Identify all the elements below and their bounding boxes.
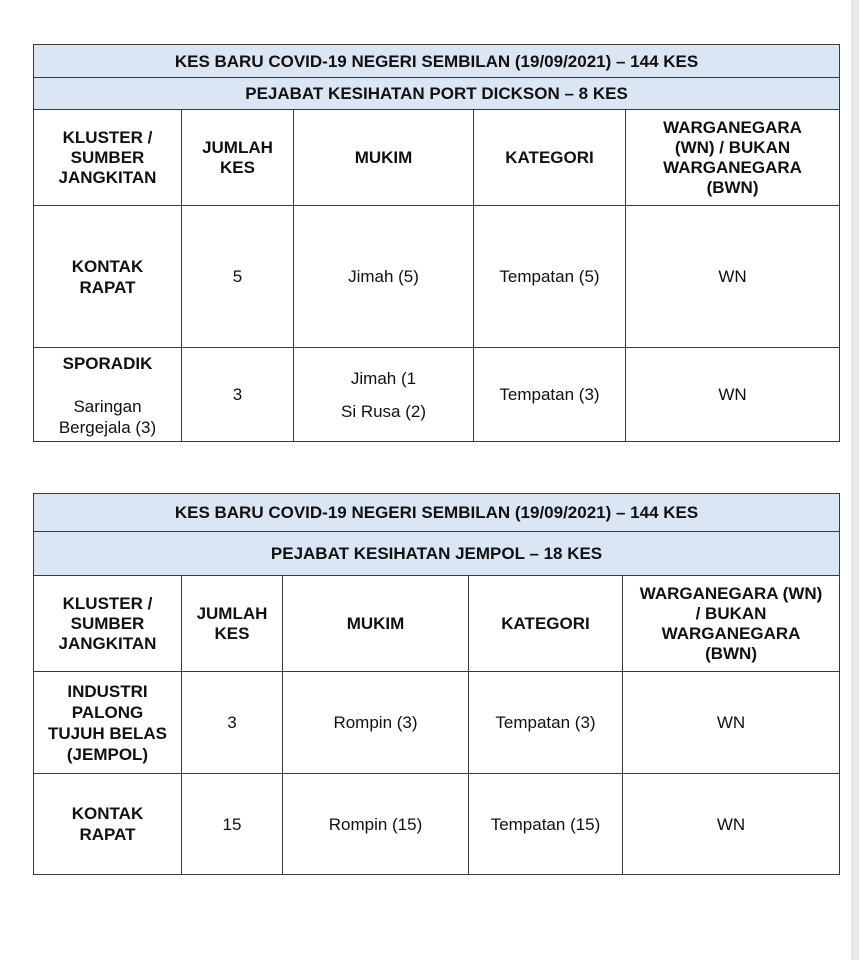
- header-warga-line: (WN) / BUKAN: [674, 137, 791, 157]
- cell-mukim-line: Jimah (1: [350, 368, 417, 388]
- cell-kluster: [34, 348, 182, 442]
- table-row: [34, 672, 840, 774]
- header-jumlah-line: JUMLAH: [202, 137, 273, 157]
- header-warga: [626, 110, 840, 206]
- header-jumlah: [182, 110, 294, 206]
- cell-kluster: [34, 774, 182, 875]
- cell-kluster-line: (JEMPOL): [66, 744, 149, 764]
- header-warga-line: (BWN): [705, 643, 757, 663]
- header-warga-line: / BUKAN: [695, 603, 767, 623]
- header-kategori: KATEGORI: [469, 576, 623, 672]
- header-kluster: [34, 110, 182, 206]
- cell-kategori: Tempatan (15): [469, 774, 623, 875]
- cell-kluster-line: INDUSTRI: [67, 681, 148, 701]
- cell-kluster-sub: Bergejala (3): [58, 418, 157, 437]
- header-kluster-line: JANGKITAN: [58, 633, 157, 653]
- cell-jumlah: 5: [182, 206, 294, 348]
- cell-kategori: Tempatan (3): [469, 672, 623, 774]
- table-row: [34, 206, 840, 348]
- page-right-edge: [851, 0, 859, 960]
- table-row: [34, 348, 840, 442]
- office-row: [34, 78, 840, 110]
- header-jumlah: [182, 576, 283, 672]
- cell-mukim: Rompin (15): [283, 774, 469, 875]
- header-jumlah-line: JUMLAH: [196, 603, 268, 623]
- cell-kluster-line: KONTAK: [71, 256, 144, 276]
- header-kluster-line: JANGKITAN: [58, 167, 157, 187]
- header-kluster-line: KLUSTER /: [62, 593, 153, 613]
- cell-kluster-line: KONTAK: [71, 804, 144, 823]
- header-warga: [623, 576, 840, 672]
- header-mukim: MUKIM: [283, 576, 469, 672]
- header-row: [34, 576, 840, 672]
- office-row: [34, 532, 840, 576]
- header-jumlah-line: KES: [220, 157, 255, 177]
- cell-warga: WN: [623, 672, 840, 774]
- cell-warga: WN: [623, 774, 840, 875]
- cell-kluster-title: SPORADIK: [62, 354, 153, 373]
- header-jumlah-line: KES: [214, 623, 250, 643]
- header-kluster: [34, 576, 182, 672]
- cell-kategori: Tempatan (5): [474, 206, 626, 348]
- table-row: [34, 774, 840, 875]
- office-title: PEJABAT KESIHATAN PORT DICKSON – 8 KES: [34, 78, 840, 110]
- header-warga-line: WARGANEGARA: [661, 623, 801, 643]
- header-warga-line: WARGANEGARA: [663, 117, 802, 137]
- port-dickson-case-table: [33, 44, 840, 442]
- cell-kluster-line: RAPAT: [79, 277, 136, 297]
- table-title: KES BARU COVID-19 NEGERI SEMBILAN (19/09/2021) – 144 KES: [34, 45, 840, 78]
- table-title: KES BARU COVID-19 NEGERI SEMBILAN (19/09/2021) – 144 KES: [34, 494, 840, 532]
- header-kluster-line: KLUSTER /: [62, 127, 153, 147]
- table-title-row: [34, 494, 840, 532]
- cell-kluster: [34, 206, 182, 348]
- cell-mukim: Jimah (5): [294, 206, 474, 348]
- cell-kluster-line: TUJUH BELAS: [47, 723, 167, 743]
- header-kluster-line: SUMBER: [70, 613, 145, 633]
- header-row: [34, 110, 840, 206]
- cell-mukim-line: Si Rusa (2): [340, 401, 427, 421]
- cell-mukim: [294, 348, 474, 442]
- cell-jumlah: 3: [182, 348, 294, 442]
- cell-kluster: [34, 672, 182, 774]
- office-title: PEJABAT KESIHATAN JEMPOL – 18 KES: [34, 532, 840, 576]
- cell-jumlah: 15: [182, 774, 283, 875]
- cell-warga: WN: [626, 348, 840, 442]
- cell-kategori: Tempatan (3): [474, 348, 626, 442]
- table-title-row: [34, 45, 840, 78]
- header-kluster-line: SUMBER: [70, 147, 145, 167]
- cell-warga: WN: [626, 206, 840, 348]
- header-warga-line: (BWN): [706, 177, 759, 197]
- cell-jumlah: 3: [182, 672, 283, 774]
- header-mukim: MUKIM: [294, 110, 474, 206]
- cell-kluster-sub: Saringan: [73, 397, 142, 416]
- jempol-case-table: [33, 493, 840, 875]
- cell-mukim: Rompin (3): [283, 672, 469, 774]
- header-warga-line: WARGANEGARA: [663, 157, 802, 177]
- header-warga-line: WARGANEGARA (WN): [639, 583, 823, 603]
- header-kategori: KATEGORI: [474, 110, 626, 206]
- cell-kluster-line: PALONG: [71, 702, 144, 722]
- cell-kluster-line: RAPAT: [79, 825, 136, 844]
